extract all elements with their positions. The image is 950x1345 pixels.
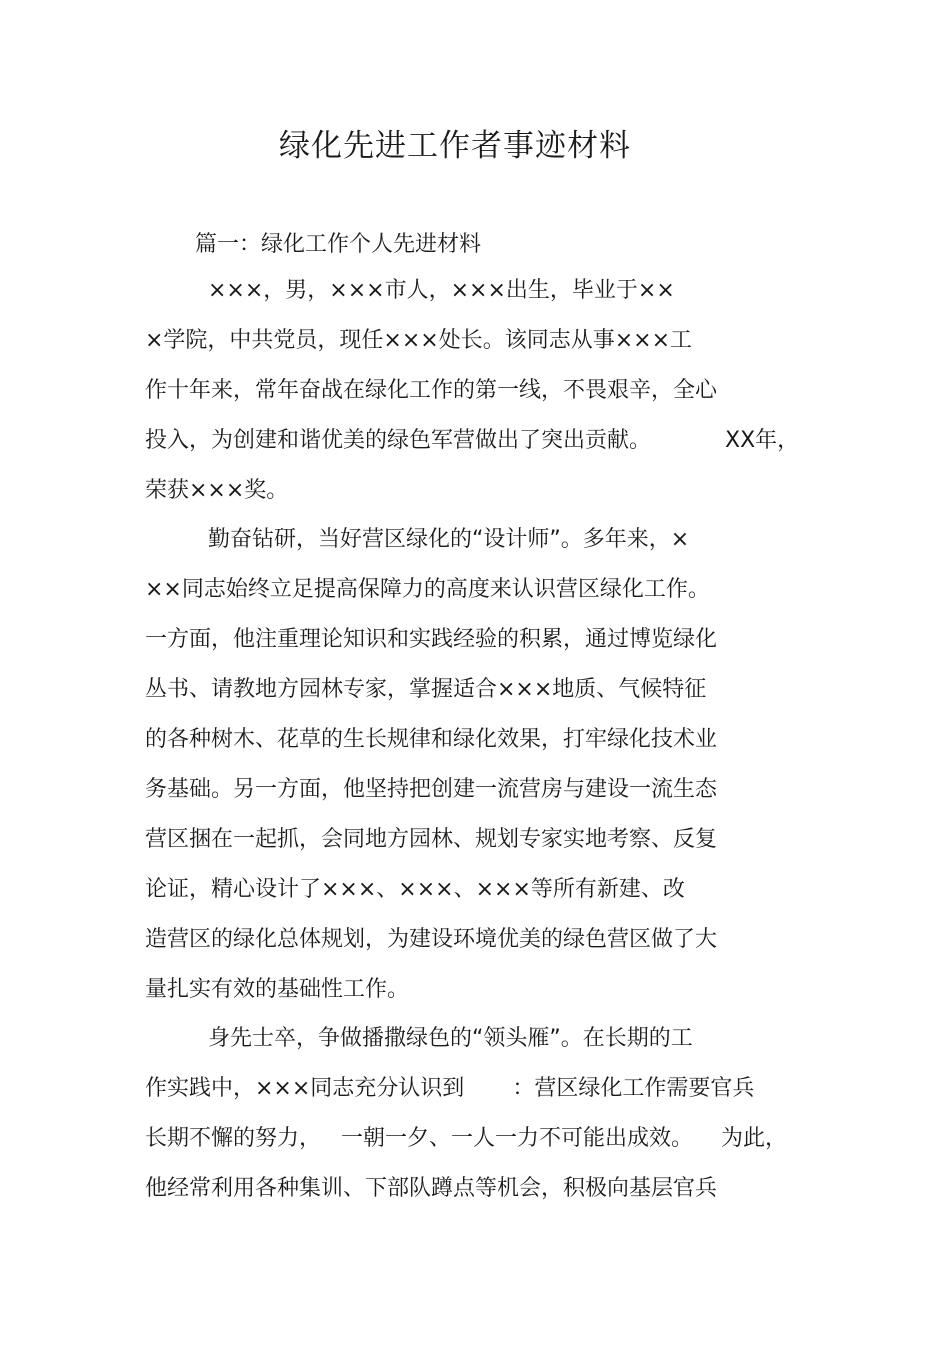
- paragraph-line: 营区捆在一起抓，会同地方园林、规划专家实地考察、反复: [145, 827, 718, 852]
- paragraph-line: 丛书、请教地方园林专家，掌握适合×××地质、气候特征: [145, 677, 707, 702]
- paragraph-line: 作实践中，×××同志充分认识到 ：营区绿化工作需要官兵: [145, 1076, 755, 1101]
- paragraph-line: 量扎实有效的基础性工作。: [145, 977, 410, 1002]
- paragraph-line: 作十年来，常年奋战在绿化工作的第一线，不畏艰辛，全心: [145, 378, 718, 403]
- paragraph-line: 一方面，他注重理论知识和实践经验的积累，通过博览绿化: [145, 627, 718, 652]
- paragraph-line: ×××，男，×××市人，×××出生，毕业于××: [208, 278, 675, 303]
- paragraph-line: 勤奋钻研，当好营区绿化的“设计师”。多年来，×: [208, 527, 690, 552]
- paragraph-line: 造营区的绿化总体规划，为建设环境优美的绿色营区做了大: [145, 927, 718, 952]
- paragraph-line: 长期不懈的努力， 一朝一夕、一人一力不可能出成效。 为此，: [145, 1126, 788, 1151]
- paragraph-line: ×学院，中共党员，现任×××处长。该同志从事×××工: [145, 328, 693, 353]
- document-title: 绿化先进工作者事迹材料: [279, 128, 631, 164]
- document-subtitle: 篇一：绿化工作个人先进材料: [195, 232, 482, 257]
- paragraph-line: 论证，精心设计了×××、×××、×××等所有新建、改: [145, 877, 685, 902]
- paragraph-line: 身先士卒，争做播撒绿色的“领头雁”。在长期的工: [208, 1026, 693, 1051]
- paragraph-line: 荣获×××奖。: [145, 478, 289, 503]
- paragraph-line: 他经常利用各种集训、下部队蹲点等机会，积极向基层官兵: [145, 1176, 718, 1201]
- paragraph-line: 的各种树木、花草的生长规律和绿化效果，打牢绿化技术业: [145, 727, 718, 752]
- paragraph-line: ××同志始终立足提高保障力的高度来认识营区绿化工作。: [145, 577, 710, 602]
- paragraph-line: 投入，为创建和谐优美的绿色军营做出了突出贡献。 XX年，: [145, 428, 800, 453]
- paragraph-line: 务基础。另一方面，他坚持把创建一流营房与建设一流生态: [145, 777, 718, 802]
